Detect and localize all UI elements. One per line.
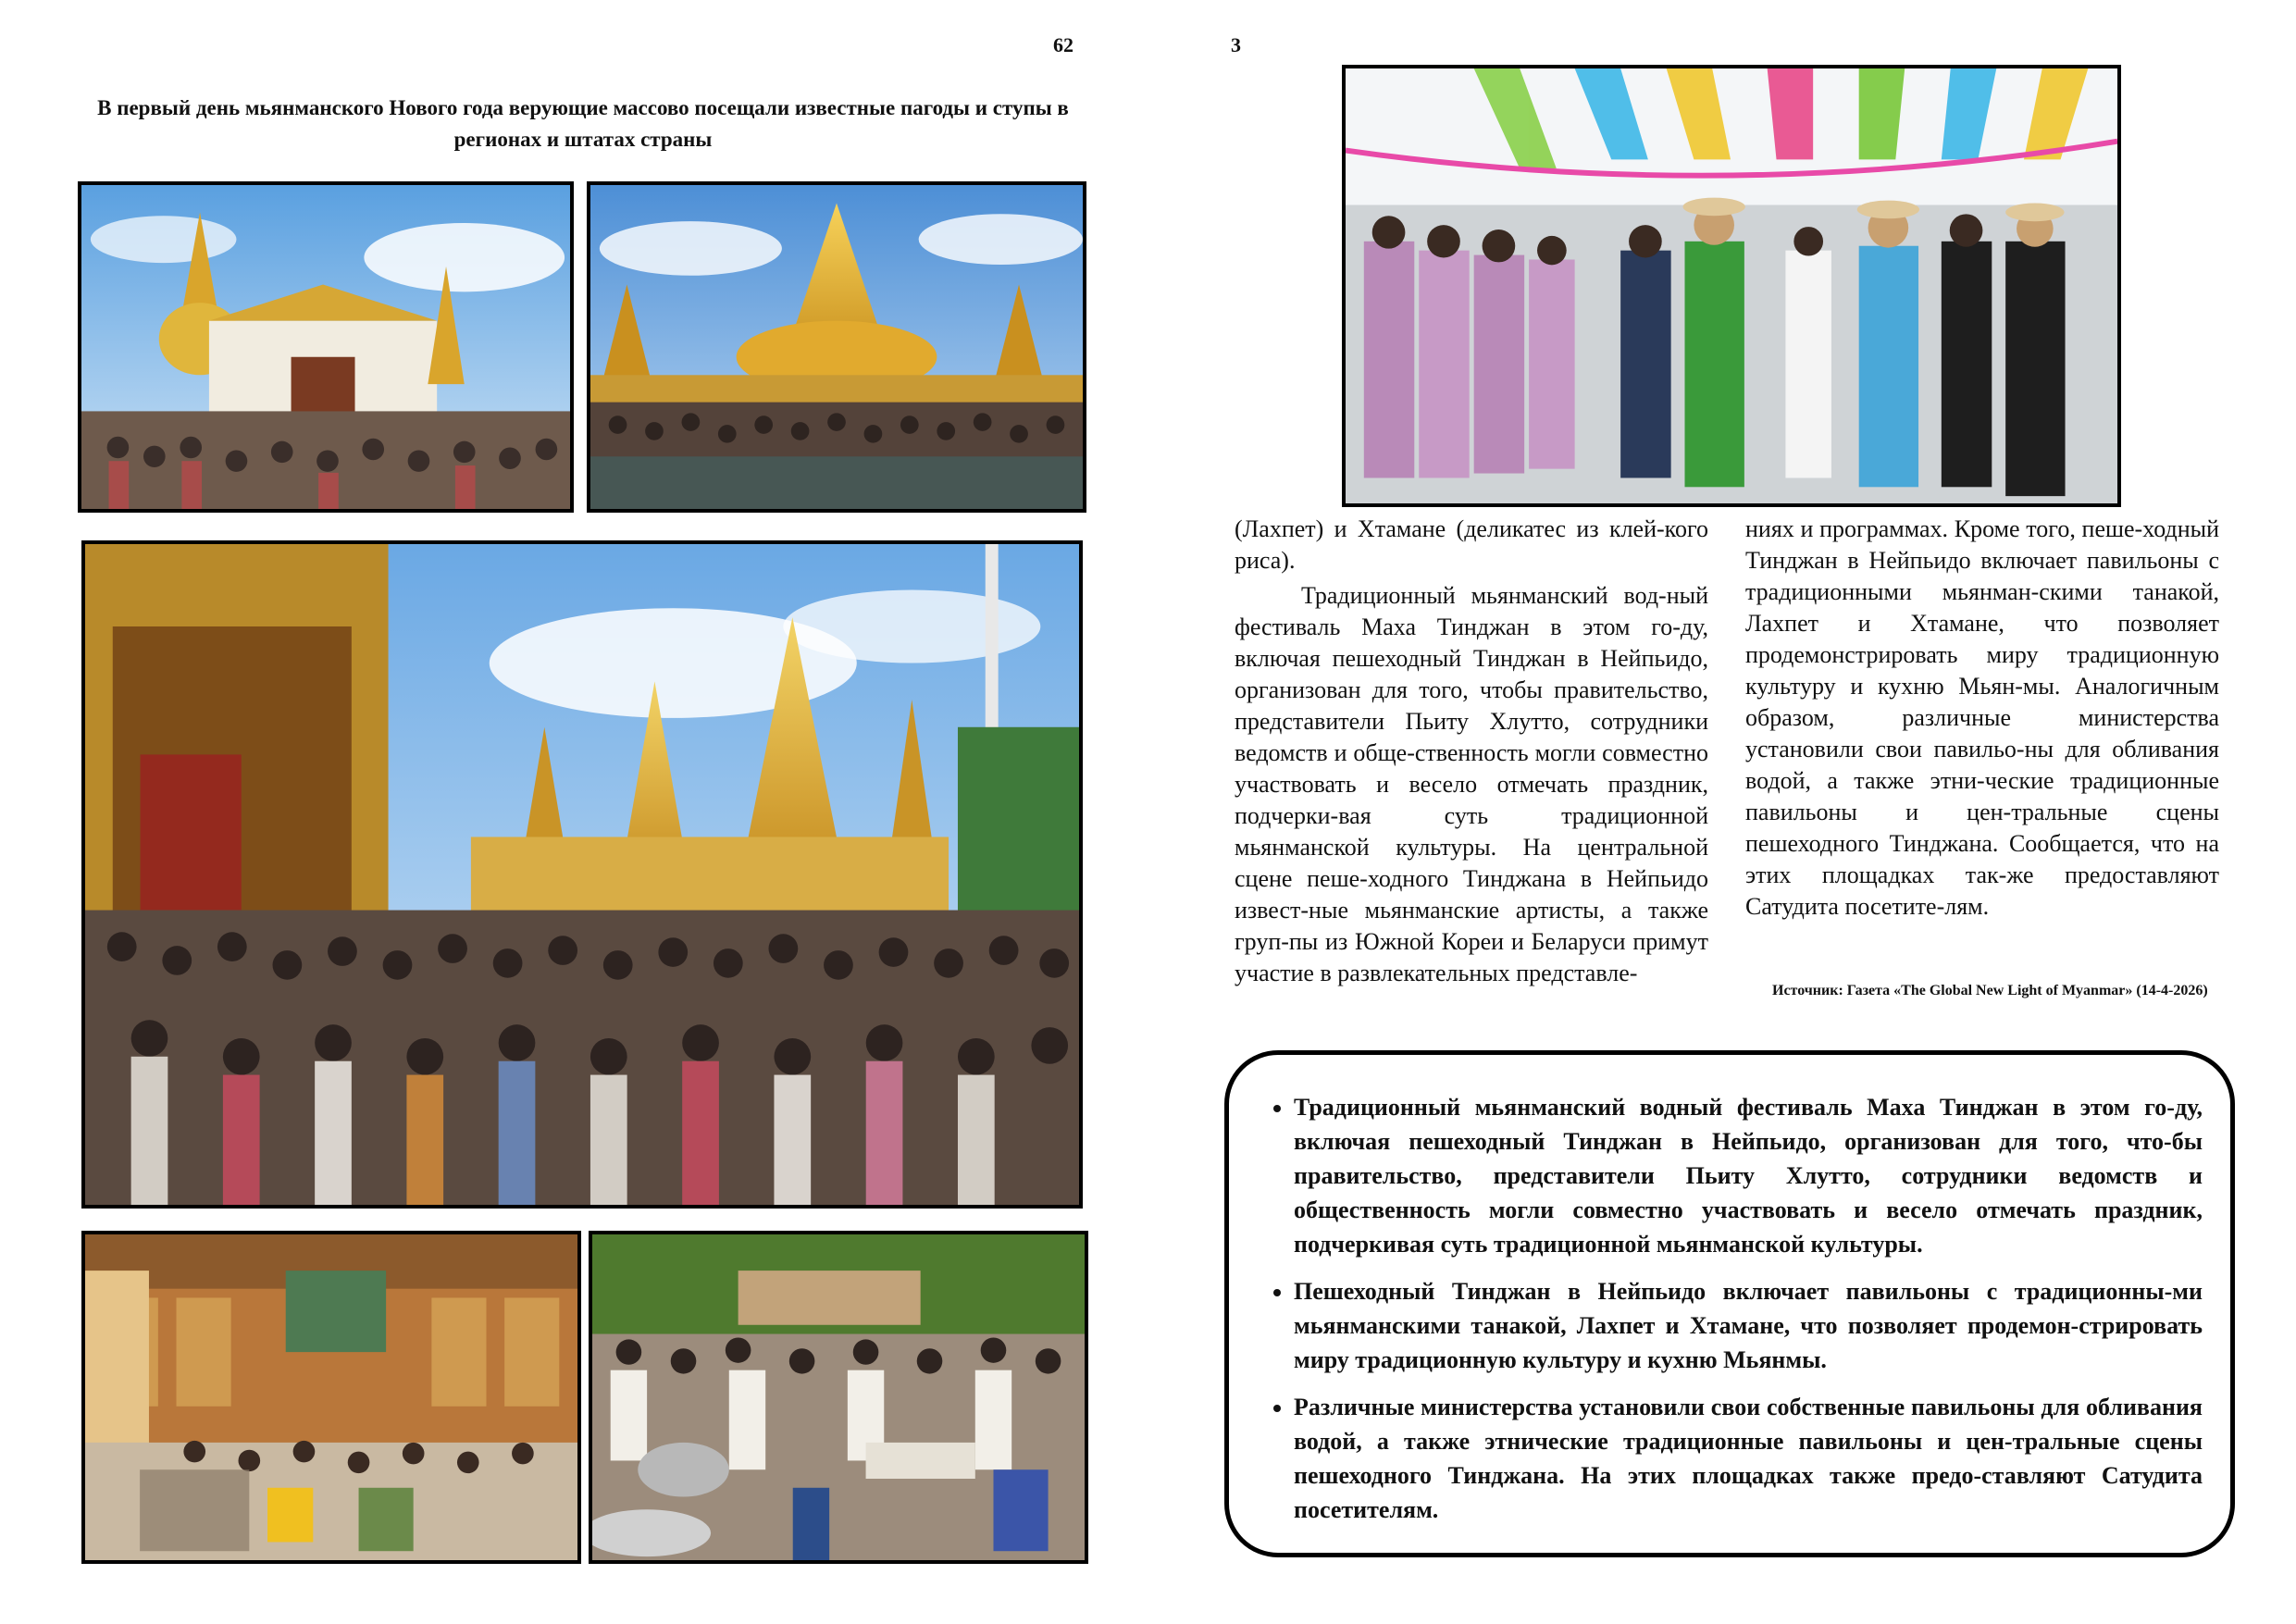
article-column-2 (1745, 514, 2219, 923)
food-distribution-photo (589, 1231, 1088, 1564)
summary-item: • Пешеходный Тинджан в Нейпьидо включает павильоны с традиционны-ми мьянманскими танакой, Лахпет и Хтамане, что позволяет продемон-стрировать миру традиционную культуру и кухню Мьянмы. (1294, 1274, 2203, 1377)
source-credit: Источник: Газета «The Global New Light of Myanmar» (14-4-2026) (1772, 983, 2208, 998)
pagoda-platform-crowd-photo (81, 540, 1083, 1209)
page-headline: В первый день мьянманского Нового года верующие массово посещали известные пагоды и ступы в регионах и штатах страны (97, 96, 1069, 151)
summary-item: • Традиционный мьянманский водный фестиваль Маха Тинджан в этом го-ду, включая пешеходный Тинджан в Нейпьидо, организован для того, что-бы правительство, представители Пьиту Хлутто, сотрудники ведомств и общественность могли совместно участвовать и весело отмечать праздник, подчеркивая суть традиционной мьянманской культуры. (1294, 1090, 2203, 1261)
article-paragraph: ниях и программах. Кроме того, пеше-ходный Тинджан в Нейпьидо включает павильоны с традиционными мьянман-скими танакой, Лахпет и Хтамане, что позволяет продемонстрировать миру традиционную культуру и кухню Мьян-мы. Аналогичным образом, различные министерства установили свои павильо-ны для обливания водой, а также этни-ческие традиционные павильоны и цен-тральные сцены пешеходного Тинджана. Сообщается, что на этих площадках так-же предоставляют Сатудита посетите-лям. (1745, 515, 2219, 920)
summary-box (1224, 1050, 2235, 1557)
article-paragraph: (Лахпет) и Хтамане (деликатес из клей-кого риса). (1235, 515, 1708, 574)
shrine-interior-photo (81, 1231, 581, 1564)
article-paragraph: Традиционный мьянманский вод-ный фестиваль Маха Тинджан в этом го-ду, включая пешеходный Тинджан в Нейпьидо, организован для того, чтобы правительство, представители Пьиту Хлутто, сотрудники ведомств и обще-ственность могли совместно участвовать и весело отмечать праздник, подчерки-вая суть традиционной мьянманской культуры. На центральной сцене пеше-ходного Тинджана в Нейпьидо извест-ные мьянманские артисты, а также груп-пы из Южной Кореи и Беларуси примут участие в развлекательных представле- (1235, 582, 1708, 986)
festival-procession-photo (1342, 65, 2121, 507)
pagoda-entrance-photo (78, 181, 574, 513)
golden-stupa-crowd-photo (587, 181, 1086, 513)
summary-item: • Различные министерства установили свои собственные павильоны для обливания водой, а также этнические традиционные павильоны и цен-тральные сцены пешеходного Тинджана. На этих площадках также предо-ставляют Сатудита посетителям. (1294, 1390, 2203, 1527)
right-page-number: 3 (1231, 33, 1241, 56)
article-column-1 (1235, 514, 1708, 989)
left-page-number: 62 (1053, 33, 1074, 56)
